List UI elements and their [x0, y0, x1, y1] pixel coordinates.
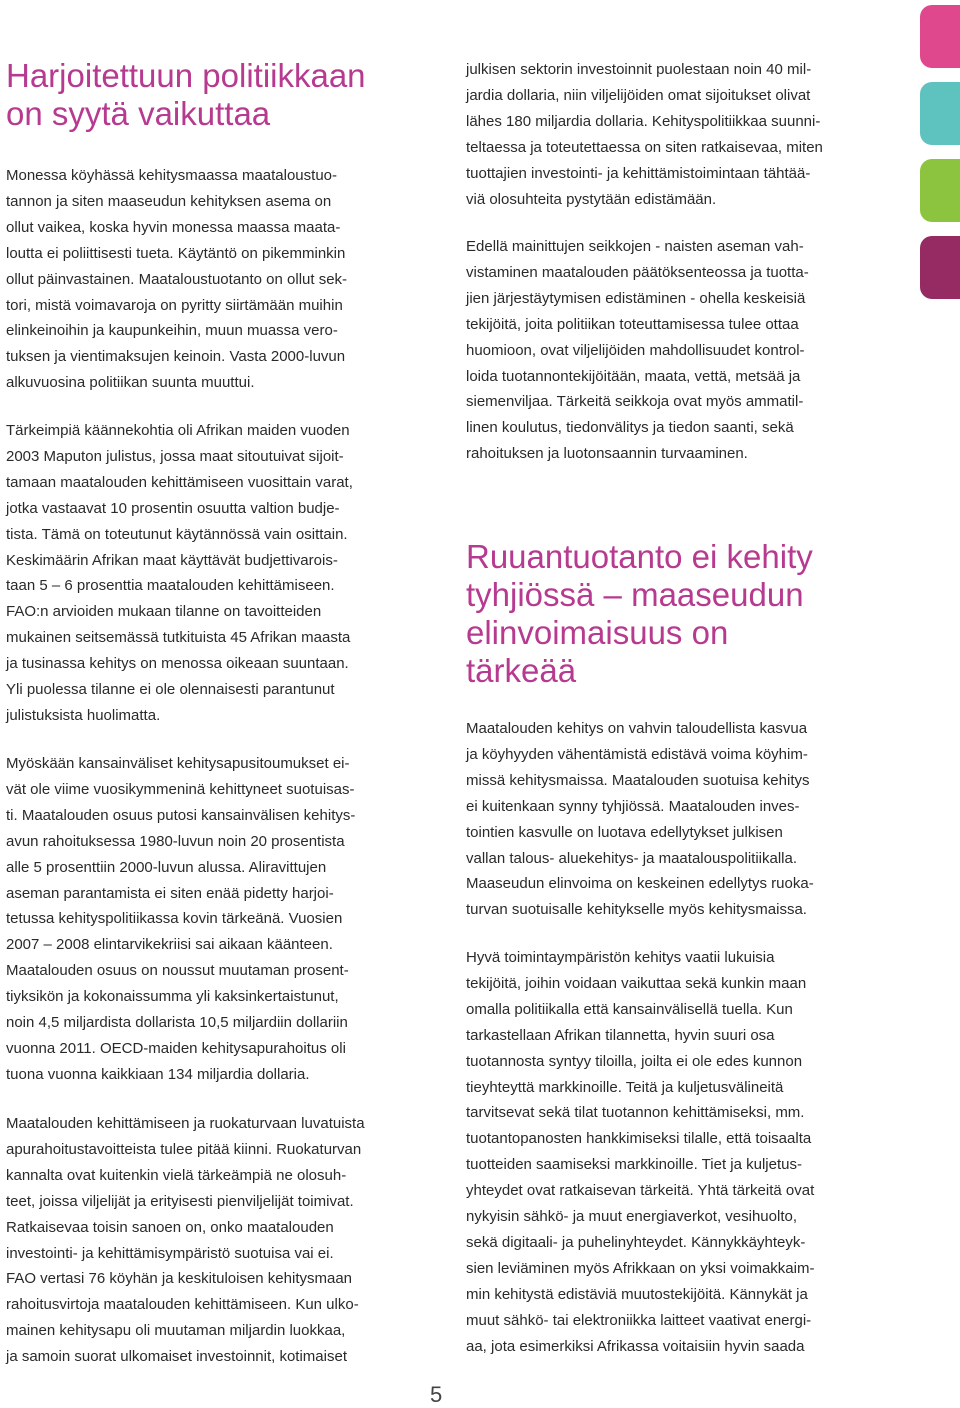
- page-number: 5: [430, 1382, 443, 1407]
- section-tab-pink: [920, 5, 960, 68]
- section-tab-teal: [920, 82, 960, 145]
- body-paragraph: julkisen sektorin investoinnit puolestaan noin 40 mil- jardia dollaria, niin viljelijöiden omat sijoitukset olivat lähes 180 miljardia dollaria. Kehityspolitiikkaa suunni- teltaessa ja toteutettaessa on siten ratkaisevaa, miten tuottajien investointi- ja kehittämistoimintaan tähtää- viä olosuhteita pystytään edistämään.: [466, 61, 823, 208]
- body-paragraph: Hyvä toimintaympäristön kehitys vaatii lukuisia tekijöitä, joihin voidaan vaikuttaa sekä kunkin maan omalla politiikalla että kansainvälisellä tuella. Kun tarkastellaan Afrikan tilannetta, hyvin suuri osa tuotannosta syntyy tiloilla, joilta ei ole edes kunnon tieyhteyttä markkinoille. Teitä ja kuljetusvälineitä tarvitsevat sekä tilat tuotannon kehittämiseksi, mm. tuotantopanosten hankkimiseksi tilalle, että toisaalta tuotteiden saamiseksi markkinoille. Tiet ja kuljetus- yhteydet ovat ratkaisevan tärkeitä. Yhtä tärkeitä ovat nykyisin sähkö- ja muut energiaverkot, vesihuolto, sekä digitaali- ja puhelinyhteydet. Kännykkäyhteyk- sien leviäminen myös Afrikkaan on yksi voimakkaim- min kehitystä edistäviä muutostekijöitä. Kännykät ja muut sähkö- tai elektroniikka laitteet vaativat energi- aa, jota esimerkiksi Afrikassa voitaisiin hyvin saada: [466, 949, 815, 1355]
- section-tab-green: [920, 159, 960, 222]
- body-paragraph: Myöskään kansainväliset kehitysapusitoumukset ei- vät ole viime vuosikymmeninä kehittyneet suotuisas- ti. Maatalouden osuus putosi kansainvälisen kehitys- avun rahoituksessa 1980-luvun noin 20 prosentista alle 5 prosenttiin 2000-luvun alussa. Aliravittujen aseman parantamista ei siten enää pidetty harjoi- tetussa kehityspolitiikassa kovin tärkeänä. Vuosien 2007 – 2008 elintarvikekriisi sai aikaan käänteen. Maatalouden osuus on noussut muutaman prosent- tiyksikön ja kokonaissumma yli kaksinkertaistunut, noin 4,5 miljardista dollarista 10,5 miljardiin dollariin vuonna 2011. OECD-maiden kehitysapurahoitus oli tuona vuonna kaikkiaan 134 miljardia dollaria.: [6, 755, 356, 1083]
- body-paragraph: Maatalouden kehittämiseen ja ruokaturvaan luvatuista apurahoitustavoitteista tulee pitää kiinni. Ruokaturvan kannalta ovat kuitenkin vielä tärkeämpiä ne olosuh- teet, joissa viljelijät ja erityisesti pienviljelijät toimivat. Ratkaisevaa toisin sanoen on, onko maatalouden investointi- ja kehittämisympäristö suotuisa vai ei. FAO vertasi 76 köyhän ja keskituloisen kehitysmaan rahoitusvirtoja maatalouden kehittämiseen. Kun ulko- mainen kehitysapu oli muutaman miljardin luokkaa, ja samoin suorat ulkomaiset investoinnit, kotimaiset: [6, 1115, 365, 1366]
- section-heading-right: Ruuantuotanto ei kehity tyhjiössä – maaseudun elinvoimaisuus on tärkeää: [466, 538, 813, 689]
- body-paragraph: Tärkeimpiä käännekohtia oli Afrikan maiden vuoden 2003 Maputon julistus, jossa maat sitoutuivat sijoit- tamaan maatalouden kehittämiseen vuosittain varat, jotka vastaavat 10 prosentin osuutta valtion budje- tista. Tämä on toteutunut käytännössä vain osittain. Keskimäärin Afrikan maat käyttävät budjettivarois- taan 5 – 6 prosenttia maatalouden kehittämiseen. FAO:n arvioiden mukaan tilanne on tavoitteiden mukainen seitsemässä tutkituista 45 Afrikan maasta ja tusinassa kehitys on menossa oikeaan suuntaan. Yli puolessa tilanne ei ole olennaisesti parantunut julistuksista huolimatta.: [6, 422, 353, 724]
- body-paragraph: Edellä mainittujen seikkojen - naisten aseman vah- vistaminen maatalouden päätöksenteossa ja tuotta- jien järjestäytymisen edistäminen - ohella keskeisiä tekijöitä, joita politiikan toteuttamisessa tulee ottaa huomioon, ovat viljelijöiden mahdollisuudet kontrol- loida tuotannontekijöitään, maata, vettä, metsää ja siemenviljaa. Tärkeitä seikkoja ovat myös ammatil- linen koulutus, tiedonvälitys ja tiedon saanti, sekä rahoituksen ja luotonsaannin turvaaminen.: [466, 238, 809, 463]
- body-paragraph: Monessa köyhässä kehitysmaassa maataloustuo- tannon ja siten maaseudun kehityksen asema on ollut vaikea, koska hyvin monessa maassa maata- loutta ei poliittisesti tueta. Käytäntö on pikemminkin ollut päinvastainen. Maataloustuotanto on ollut sek- tori, mistä voimavaroja on pyritty siirtämään muihin elinkeinoihin ja kaupunkeihin, muun muassa vero- tuksen ja vientimaksujen keinoin. Vasta 2000-luvun alkuvuosina politiikan suunta muuttui.: [6, 167, 348, 392]
- section-heading-left: Harjoitettuun politiikkaan on syytä vaikuttaa: [6, 57, 366, 132]
- section-tab-plum: [920, 236, 960, 299]
- body-paragraph: Maatalouden kehitys on vahvin taloudellista kasvua ja köyhyyden vähentämistä edistävä voima köyhim- missä kehitysmaissa. Maatalouden suotuisa kehitys ei kuitenkaan synny tyhjiössä. Maatalouden inves- tointien kasvulle on luotava edellytykset julkisen vallan talous- aluekehitys- ja maatalouspolitiikalla. Maaseudun elinvoima on keskeinen edellytys ruoka- turvan suotuisalle kehitykselle myös kehitysmaissa.: [466, 720, 814, 919]
